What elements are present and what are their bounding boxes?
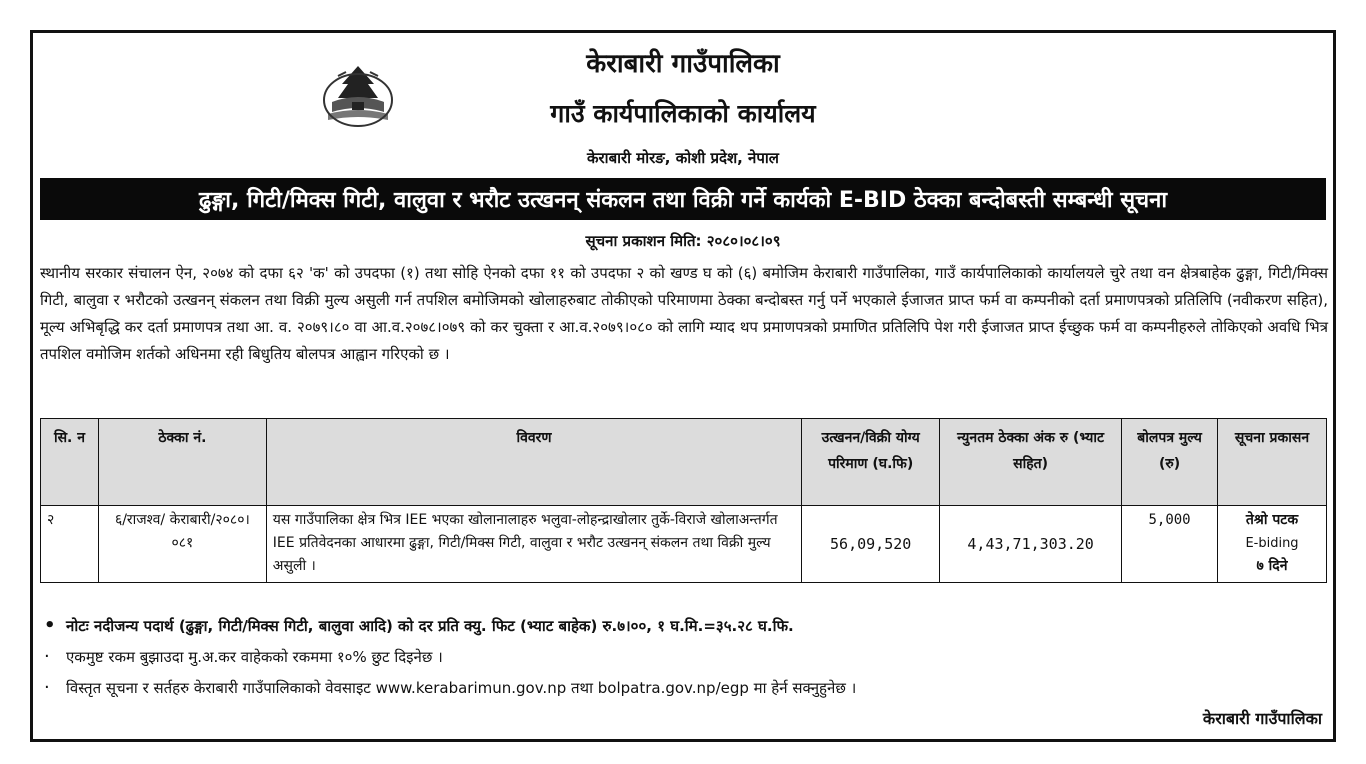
notice-title: ढुङ्गा, गिटी/मिक्स गिटी, वालुवा र भरौट उत्खनन् संकलन तथा विक्री गर्ने कार्यको E-BID ठेक्का बन्दोबस्ती सम्बन्धी सूचना xyxy=(198,188,1168,213)
published-date: सूचना प्रकाशन मिति: २०८०।०८।०९ xyxy=(585,232,781,250)
header-quantity: उत्खनन/विक्री योग्य परिमाण (घ.फि) xyxy=(802,419,940,506)
cell-description: यस गाउँपालिका क्षेत्र भित्र IEE भएका खोलानालाहरु भलुवा-लोहन्द्राखोलार तुर्के-विराजे खोलाअन्तर्गत IEE प्रतिवेदनका आधारमा ढुङ्गा, गिटी/मिक्स गिटी, वालुवा र भरौट उत्खनन् संकलन तथा विक्री मुल्य असुली । xyxy=(266,506,801,583)
tender-table xyxy=(40,418,1327,583)
header-sn: सि. न xyxy=(41,419,99,506)
cell-quantity: 56,09,520 xyxy=(802,506,940,583)
list-item xyxy=(44,672,1324,703)
bullet-icon: · xyxy=(44,677,50,698)
notice-pub-line2: E-biding xyxy=(1245,536,1299,551)
notes-list xyxy=(44,610,1324,703)
signature: केराबारी गाउँपालिका xyxy=(1202,709,1322,728)
note-text: एकमुष्ट रकम बुझाउदा मु.अ.कर वाहेकको रकममा १०% छुट दिइनेछ । xyxy=(66,647,443,666)
header-min-amount: न्युनतम ठेक्का अंक रु (भ्याट सहित) xyxy=(940,419,1122,506)
header-bid-price: बोलपत्र मुल्य (रु) xyxy=(1122,419,1218,506)
notice-paragraph: स्थानीय सरकार संचालन ऐन, २०७४ को दफा ६२ 'क' को उपदफा (१) तथा सोहि ऐनको दफा ११ को उपदफा २ को खण्ड घ को (६) बमोजिम केराबारी गाउँपालिका, गाउँ कार्यपालिकाको कार्यालयले चुरे तथा वन क्षेत्रबाहेक ढुङ्गा, गिटी/मिक्स गिटी, बालुवा र भरौटको उत्खनन् संकलन तथा विक्री मुल्य असुली गर्न तपशिल बमोजिमको खोलाहरुबाट तोकीएको परिमाणमा ठेक्का बन्दोबस्त गर्नु पर्ने भएकाले ईजाजत प्राप्त फर्म वा कम्पनीको दर्ता प्रमाणपत्रको प्रतिलिपि (नवीकरण सहित), मूल्य अभिबृद्धि कर दर्ता प्रमाणपत्र तथा आ. व. २०७९।८० वा आ.व.२०७८।०७९ को कर चुक्ता र आ.व.२०७९।०८० को लागि म्याद थप प्रमाणपत्रको प्रमाणित प्रतिलिपि पेश गरी ईजाजत प्राप्त ईच्छुक फर्म वा कम्पनीहरुले तोकिएको अवधि भित्र तपशिल वमोजिम शर्तको अधिनमा रही बिधुतिय बोलपत्र आह्वान गरिएको छ । xyxy=(40,264,1328,363)
org-name: केराबारी गाउँपालिका xyxy=(586,49,780,79)
bullet-icon: • xyxy=(44,615,56,636)
list-item xyxy=(44,610,1324,641)
office-address: केराबारी मोरङ, कोशी प्रदेश, नेपाल xyxy=(587,149,779,167)
table-header-row xyxy=(41,419,1327,506)
cell-sn: २ xyxy=(41,506,99,583)
cell-contract-no: ६/राजश्व/ केराबारी/२०८०।०८१ xyxy=(98,506,266,583)
table-row xyxy=(41,506,1327,583)
note-text: नोटः नदीजन्य पदार्थ (ढुङ्गा, गिटी/मिक्स गिटी, बालुवा आदि) को दर प्रति क्यु. फिट (भ्याट बाहेक) रु.७।००, १ घ.मि.=३५.२८ घ.फि. xyxy=(66,616,794,635)
cell-bid-price: 5,000 xyxy=(1122,506,1218,583)
list-item xyxy=(44,641,1324,672)
note-text: विस्तृत सूचना र सर्तहरु केराबारी गाउँपालिकाको वेवसाइट www.kerabarimun.gov.np तथा bolpatra.gov.np/egp मा हेर्न सक्नुहुनेछ । xyxy=(66,678,857,697)
header-description: विवरण xyxy=(266,419,801,506)
notice-pub-line1: तेश्रो पटक xyxy=(1245,512,1299,528)
office-name: गाउँ कार्यपालिकाको कार्यालय xyxy=(550,99,816,128)
header-contract-no: ठेक्का नं. xyxy=(98,419,266,506)
bullet-icon: · xyxy=(44,646,50,667)
header-notice-pub: सूचना प्रकासन xyxy=(1218,419,1327,506)
cell-min-amount: 4,43,71,303.20 xyxy=(940,506,1122,583)
cell-notice-pub xyxy=(1218,506,1327,583)
notice-title-banner xyxy=(40,178,1326,220)
notice-pub-line3: ७ दिने xyxy=(1256,558,1288,574)
